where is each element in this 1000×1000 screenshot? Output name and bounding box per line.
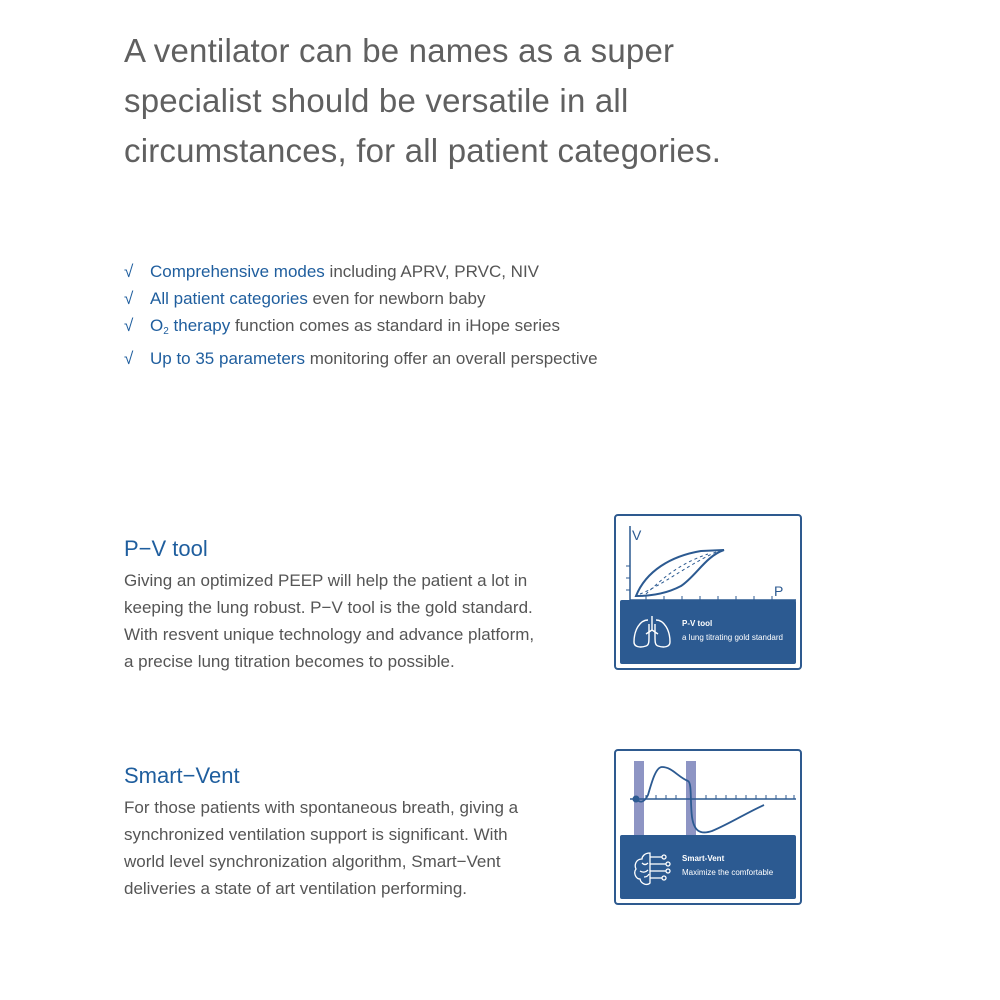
pv-line: a precise lung titration becomes to possible. xyxy=(124,652,455,671)
check-icon: √ xyxy=(124,349,134,368)
smart-vent-title: Smart−Vent xyxy=(124,763,240,788)
lungs-icon xyxy=(630,614,674,650)
pv-loop-graph xyxy=(616,516,802,608)
pressure-waveform-graph xyxy=(616,751,802,843)
pv-line: Giving an optimized PEEP will help the patient a lot in xyxy=(124,571,528,590)
feature-list xyxy=(124,258,598,372)
feature-text: including APRV, PRVC, NIV xyxy=(324,262,540,281)
feature-item xyxy=(124,285,598,312)
smart-vent-line: world level synchronization algorithm, Smart−Vent xyxy=(124,852,501,871)
check-icon: √ xyxy=(124,262,134,281)
smart-vent-card-title: Smart-Vent xyxy=(682,854,725,863)
smart-vent-line: deliveries a state of art ventilation performing. xyxy=(124,879,468,898)
smart-vent-card-subtitle: Maximize the comfortable xyxy=(682,868,774,877)
feature-highlight: Comprehensive modes xyxy=(150,262,325,281)
pv-card-subtitle: a lung titrating gold standard xyxy=(682,633,783,642)
feature-item xyxy=(124,258,598,285)
pv-card-caption xyxy=(620,600,796,664)
axis-label-p: P xyxy=(774,583,784,599)
feature-item xyxy=(124,345,598,372)
check-icon: √ xyxy=(124,316,134,335)
feature-highlight xyxy=(150,316,230,335)
smart-vent-description xyxy=(124,794,594,902)
headline-line-3: circumstances, for all patient categories. xyxy=(124,132,722,169)
feature-text: monitoring offer an overall perspective xyxy=(304,349,598,368)
o2-subscript: 2 xyxy=(163,326,169,337)
pv-tool-card xyxy=(614,514,802,670)
brain-circuit-icon xyxy=(630,849,674,889)
feature-highlight: Up to 35 parameters xyxy=(150,349,305,368)
pv-tool-description xyxy=(124,567,594,675)
headline-line-2: specialist should be versatile in all xyxy=(124,82,629,119)
headline-line-1: A ventilator can be names as a super xyxy=(124,32,675,69)
pv-card-title: P-V tool xyxy=(682,619,713,628)
feature-item xyxy=(124,312,598,345)
axis-label-v: V xyxy=(632,527,642,543)
smart-vent-line: For those patients with spontaneous breath, giving a xyxy=(124,798,519,817)
feature-text: function comes as standard in iHope series xyxy=(230,316,561,335)
o2-therapy: therapy xyxy=(168,316,231,335)
smart-vent-card xyxy=(614,749,802,905)
headline xyxy=(124,26,844,176)
pv-tool-title: P−V tool xyxy=(124,536,208,561)
smart-vent-line: synchronized ventilation support is significant. With xyxy=(124,825,508,844)
check-icon: √ xyxy=(124,289,134,308)
o2-prefix: O xyxy=(150,316,164,335)
pv-line: With resvent unique technology and advance platform, xyxy=(124,625,535,644)
feature-text: even for newborn baby xyxy=(307,289,486,308)
pv-line: keeping the lung robust. P−V tool is the gold standard. xyxy=(124,598,533,617)
feature-highlight: All patient categories xyxy=(150,289,308,308)
smart-vent-card-caption xyxy=(620,835,796,899)
